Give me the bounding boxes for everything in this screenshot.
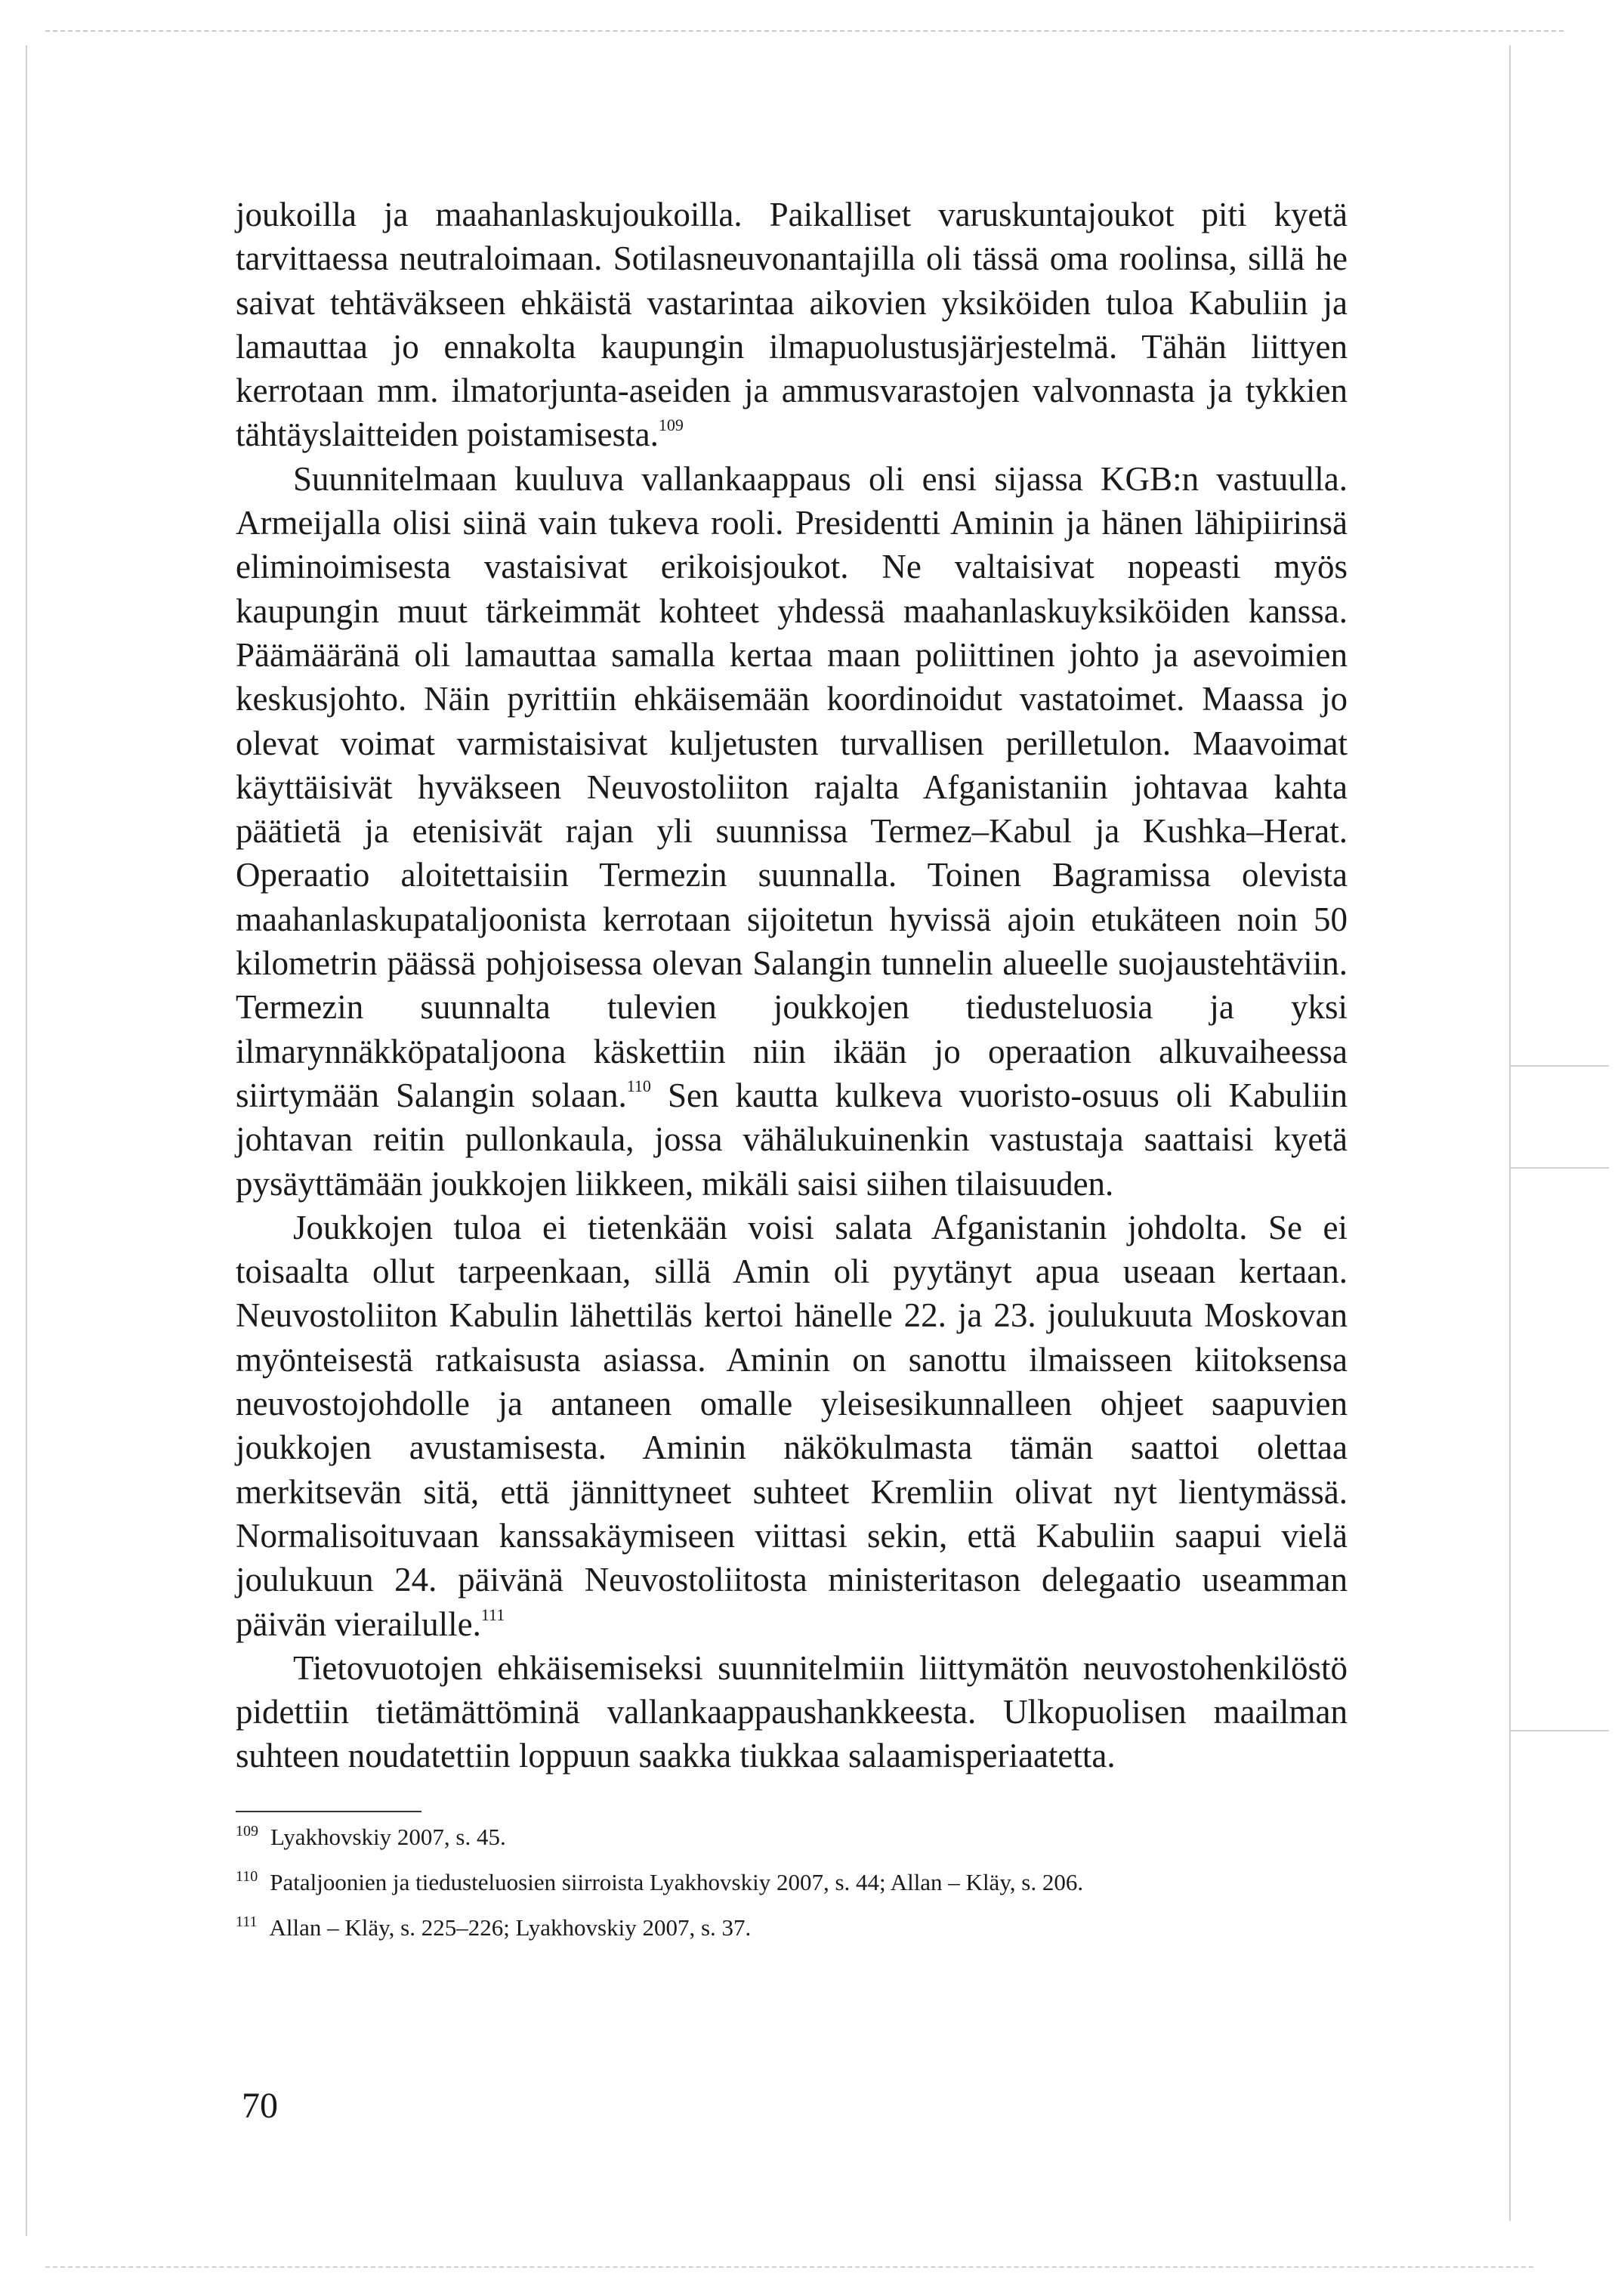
footnote [236, 1867, 1369, 1898]
scan-edge-top [45, 30, 1564, 32]
scan-edge-left [26, 45, 27, 2236]
footnote-ref: 111 [480, 1605, 505, 1624]
footnote [236, 1913, 1369, 1943]
paragraph-text: Suunnitelmaan kuuluva vallankaappaus oli ensi sijassa KGB:n vastuulla. Armeijalla olisi siinä vain tukeva rooli. Presidentti Aminin ja hänen lähipiirinsä eliminoimisesta vastaisivat erikoisjoukot. Ne valtaisivat nopeasti myös kaupungin muut tärkeimmät kohteet yhdessä maahanlaskuyksiköiden kanssa. Päämääränä oli lamauttaa samalla kertaa maan poliittinen johto ja asevoimien keskusjohto. Näin pyrittiin ehkäisemään koordinoidut vastatoimet. Maassa jo olevat voimat varmistaisivat kuljetusten turvallisen perilletulon. Maavoimat käyttäisivät hyväkseen Neuvostoliiton rajalta Afganistaniin johtavaa kahta päätietä ja etenisivät rajan yli suunnissa Termez–Kabul ja Kushka–Herat. Operaatio aloitettaisiin Termezin suunnalla. Toinen Bagramissa olevista maahanlaskupataljoonista kerrotaan sijoitetun hyvissä ajoin etukäteen noin 50 kilometrin päässä pohjoisessa olevan Salangin tunnelin alueelle suojaustehtäviin. Termezin suunnalta tulevien joukkojen tiedusteluosia ja yksi ilmarynnäkköpataljoona käskettiin niin ikään jo operaation alkuvaiheessa siirtymään Salangin solaan. [236, 459, 1348, 1114]
scan-edge-tick [1511, 1167, 1609, 1169]
paragraph-text: Tietovuotojen ehkäisemiseksi suunnitelmiin liittymätön neuvostohenkilöstö pidettiin tietämättöminä vallankaappaushankkeesta. Ulkopuolisen maailman suhteen noudatettiin loppuun saakka tiukkaa salaamisperiaatetta. [236, 1648, 1348, 1775]
footnote-text: Lyakhovskiy 2007, s. 45. [270, 1824, 506, 1850]
paragraph [236, 457, 1348, 1206]
paragraph-text: joukoilla ja maahanlaskujoukoilla. Paikalliset varuskuntajoukot piti kyetä tarvittaessa neutraloimaan. Sotilasneuvonantajilla oli tässä oma roolinsa, sillä he saivat tehtäväkseen ehkäistä vastarintaa aikovien yksiköiden tuloa Kabuliin ja lamauttaa jo ennakolta kaupungin ilmapuolustusjärjestelmä. Tähän liittyen kerrotaan mm. ilmatorjunta-aseiden ja ammusvarastojen valvonnasta ja tykkien tähtäyslaitteiden poistamisesta. [236, 196, 1348, 454]
footnote-ref: 109 [658, 415, 684, 435]
footnote-separator [236, 1811, 421, 1812]
scan-edge-tick [1511, 1730, 1609, 1731]
scan-edge-tick [1511, 1065, 1609, 1067]
paragraph-text-continued: Sen kautta kulkeva vuoristo-osuus oli Kabuliin johtavan reitin pullonkaula, jossa vähälukuinenkin vastustaja saattaisi kyetä pysäyttämään joukkojen liikkeen, mikäli saisi siihen tilaisuuden. [236, 1076, 1348, 1203]
footnote [236, 1822, 1369, 1852]
paragraph [236, 1646, 1348, 1778]
footnote-text: Pataljoonien ja tiedusteluosien siirroista Lyakhovskiy 2007, s. 44; Allan – Kläy, s. 206. [270, 1869, 1084, 1895]
paragraph-text: Joukkojen tuloa ei tietenkään voisi salata Afganistanin johdolta. Se ei toisaalta ollut tarpeenkaan, sillä Amin oli pyytänyt apua useaan kertaan. Neuvostoliiton Kabulin lähettiläs kertoi hänelle 22. ja 23. joulukuuta Moskovan myönteisestä ratkaisusta asiassa. Aminin on sanottu ilmaisseen kiitoksensa neuvostojohdolle ja antaneen omalle yleisesikunnalleen ohjeet saapuvien joukkojen avustamisesta. Aminin näkökulmasta tämän saattoi olettaa merkitsevän sitä, että jännittyneet suhteet Kremliin olivat nyt lientymässä. Normalisoituvaan kanssakäymiseen viittasi sekin, että Kabuliin saapui vielä joulukuun 24. päivänä Neuvostoliitosta ministeritason delegaatio useamman päivän vierailulle. [236, 1208, 1348, 1643]
footnote-number: 109 [236, 1823, 258, 1839]
page-number: 70 [242, 2086, 278, 2126]
paragraph [236, 1206, 1348, 1646]
paragraph [236, 193, 1348, 457]
footnotes [236, 1822, 1369, 1958]
body-text [236, 193, 1348, 1778]
footnote-number: 111 [236, 1914, 258, 1930]
footnote-text: Allan – Kläy, s. 225–226; Lyakhovskiy 2007, s. 37. [269, 1914, 752, 1941]
scan-edge-right [1509, 45, 1511, 2221]
footnote-number: 110 [236, 1868, 258, 1885]
footnote-ref: 110 [626, 1076, 651, 1095]
scan-edge-bottom [45, 2266, 1533, 2268]
